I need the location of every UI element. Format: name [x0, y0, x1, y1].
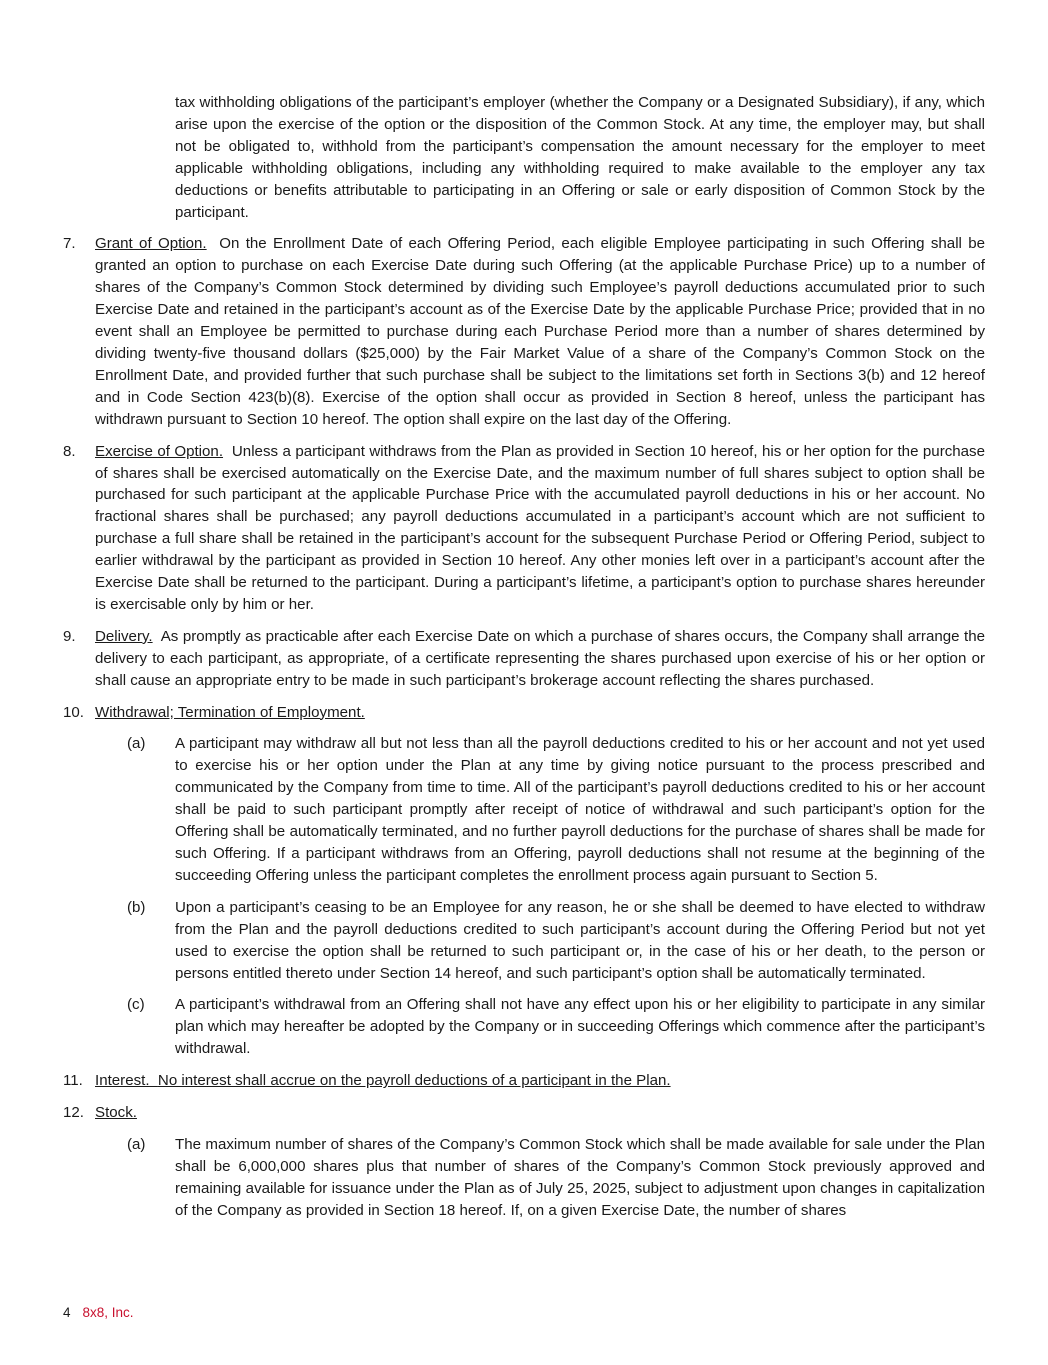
subsection-label: (b) — [127, 898, 146, 916]
section-heading: Interest. — [95, 1072, 150, 1090]
section-11 — [63, 1070, 985, 1092]
section-9 — [63, 626, 985, 692]
page-number: 4 — [63, 1305, 71, 1320]
section-heading: Withdrawal; Termination of Employment. — [95, 703, 365, 721]
subsection-12a — [127, 1134, 985, 1222]
subsection-label: (c) — [127, 996, 145, 1014]
subsection-text: A participant’s withdrawal from an Offering shall not have any effect upon his or her eligibility to participate in any similar plan which may hereafter be adopted by the Company or in succeeding Offerings which commence after the participant’s withdrawal. — [175, 996, 985, 1058]
subsection-10b — [127, 897, 985, 985]
subsection-label: (a) — [127, 735, 146, 753]
section-text: Unless a participant withdraws from the Plan as provided in Section 10 hereof, his or her option for the purchase of shares shall be exercised automatically on the Exercise Date, and the maximum number of full shares subject to option shall be purchased for such participant at the applicable Purchase Price with the accumulated payroll deductions in his or her account. No fractional shares shall be purchased; any payroll deductions accumulated in a participant’s account which are not sufficient to purchase a full share shall be retained in the participant’s account for the subsequent Purchase Period or Offering Period, subject to earlier withdrawal by the participant as provided in Section 10 hereof. Any other monies left over in a participant’s account after the Exercise Date shall be returned to the participant. During a participant’s lifetime, a participant’s option to purchase shares hereunder is exercisable only by him or her. — [95, 442, 985, 613]
section-body — [95, 1102, 985, 1124]
subsection-10c — [127, 994, 985, 1060]
section-body — [95, 233, 985, 430]
page-footer — [63, 1304, 134, 1322]
section-number: 7. — [63, 235, 76, 253]
section-number: 11. — [63, 1072, 83, 1090]
section-text: No interest shall accrue on the payroll deductions of a participant in the Plan. — [157, 1072, 671, 1090]
section-body — [95, 626, 985, 692]
section-12 — [63, 1102, 985, 1124]
section-body — [95, 1070, 985, 1092]
section-body — [95, 702, 985, 724]
section-8 — [63, 441, 985, 616]
document-body — [63, 92, 985, 1232]
section-number: 12. — [63, 1104, 84, 1122]
section-number: 9. — [63, 627, 76, 645]
continuation-paragraph: tax withholding obligations of the participant’s employer (whether the Company or a Designated Subsidiary), if any, which arise upon the exercise of the option or the disposition of the Common Stock. At any time, the employer may, but shall not be obligated to, withhold from the participant’s compensation the amount necessary for the employer to meet applicable withholding obligations, including any withholding required to make available to the employer any tax deductions or benefits attributable to participating in an Offering or sale or early disposition of Common Stock by the participant. — [175, 94, 985, 221]
section-10 — [63, 702, 985, 724]
section-heading: Delivery. — [95, 627, 153, 645]
section-number: 10. — [63, 703, 84, 721]
section-7 — [63, 233, 985, 430]
section-text: As promptly as practicable after each Exercise Date on which a purchase of shares occurs, the Company shall arrange the delivery to each participant, as appropriate, of a certificate representing the shares purchased upon exercise of his or her option or shall cause an appropriate entry to be made in such participant’s brokerage account reflecting the shares purchased. — [95, 627, 985, 689]
subsection-10a — [127, 733, 985, 886]
subsection-label: (a) — [127, 1135, 146, 1153]
section-heading: Stock. — [95, 1104, 137, 1122]
section-heading: Exercise of Option. — [95, 442, 224, 460]
subsection-text: A participant may withdraw all but not less than all the payroll deductions credited to his or her account and not yet used to exercise his or her option under the Plan at any time by giving notice pursuant to the process prescribed and communicated by the Company from time to time. All of the participant’s payroll deductions credited to his or her account shall be paid to such participant promptly after receipt of notice of withdrawal and such participant’s option for the Offering shall be automatically terminated, and no further payroll deductions for the purchase of shares shall be made for such Offering. If a participant withdraws from an Offering, payroll deductions shall not resume at the beginning of the succeeding Offering unless the participant completes the enrollment process again pursuant to Section 5. — [175, 735, 985, 884]
subsection-text: Upon a participant’s ceasing to be an Employee for any reason, he or she shall be deemed to have elected to withdraw from the Plan and the payroll deductions credited to such participant’s account during the Offering Period but not yet used to exercise the option shall be returned to such participant or, in the case of his or her death, to the person or persons entitled thereto under Section 14 hereof, and such participant’s option shall be automatically terminated. — [175, 898, 985, 982]
section-body — [95, 441, 985, 616]
section-heading: Grant of Option. — [95, 235, 207, 253]
subsection-text: The maximum number of shares of the Company’s Common Stock which shall be made available for sale under the Plan shall be 6,000,000 shares plus that number of shares of the Company’s Common Stock previously approved and remaining available for issuance under the Plan as of July 25, 2025, subject to adjustment upon changes in capitalization of the Company as provided in Section 18 hereof. If, on a given Exercise Date, the number of shares — [175, 1135, 985, 1219]
section-number: 8. — [63, 442, 76, 460]
section-text: On the Enrollment Date of each Offering Period, each eligible Employee participating in such Offering shall be granted an option to purchase on each Exercise Date during such Offering (at the applicable Purchase Price) up to a number of shares of the Company’s Common Stock determined by dividing such Employee’s payroll deductions accumulated prior to such Exercise Date and retained in the participant’s account as of the Exercise Date by the applicable Purchase Price; provided that in no event shall an Employee be permitted to purchase during each Purchase Period more than a number of shares determined by dividing twenty-five thousand dollars ($25,000) by the Fair Market Value of a share of the Company’s Common Stock on the Enrollment Date, and provided further that such purchase shall be subject to the limitations set forth in Sections 3(b) and 12 hereof and in Code Section 423(b)(8). Exercise of the option shall occur as provided in Section 8 hereof, unless the participant has withdrawn pursuant to Section 10 hereof. The option shall expire on the last day of the Offering. — [95, 235, 985, 428]
company-name: 8x8, Inc. — [82, 1305, 134, 1320]
